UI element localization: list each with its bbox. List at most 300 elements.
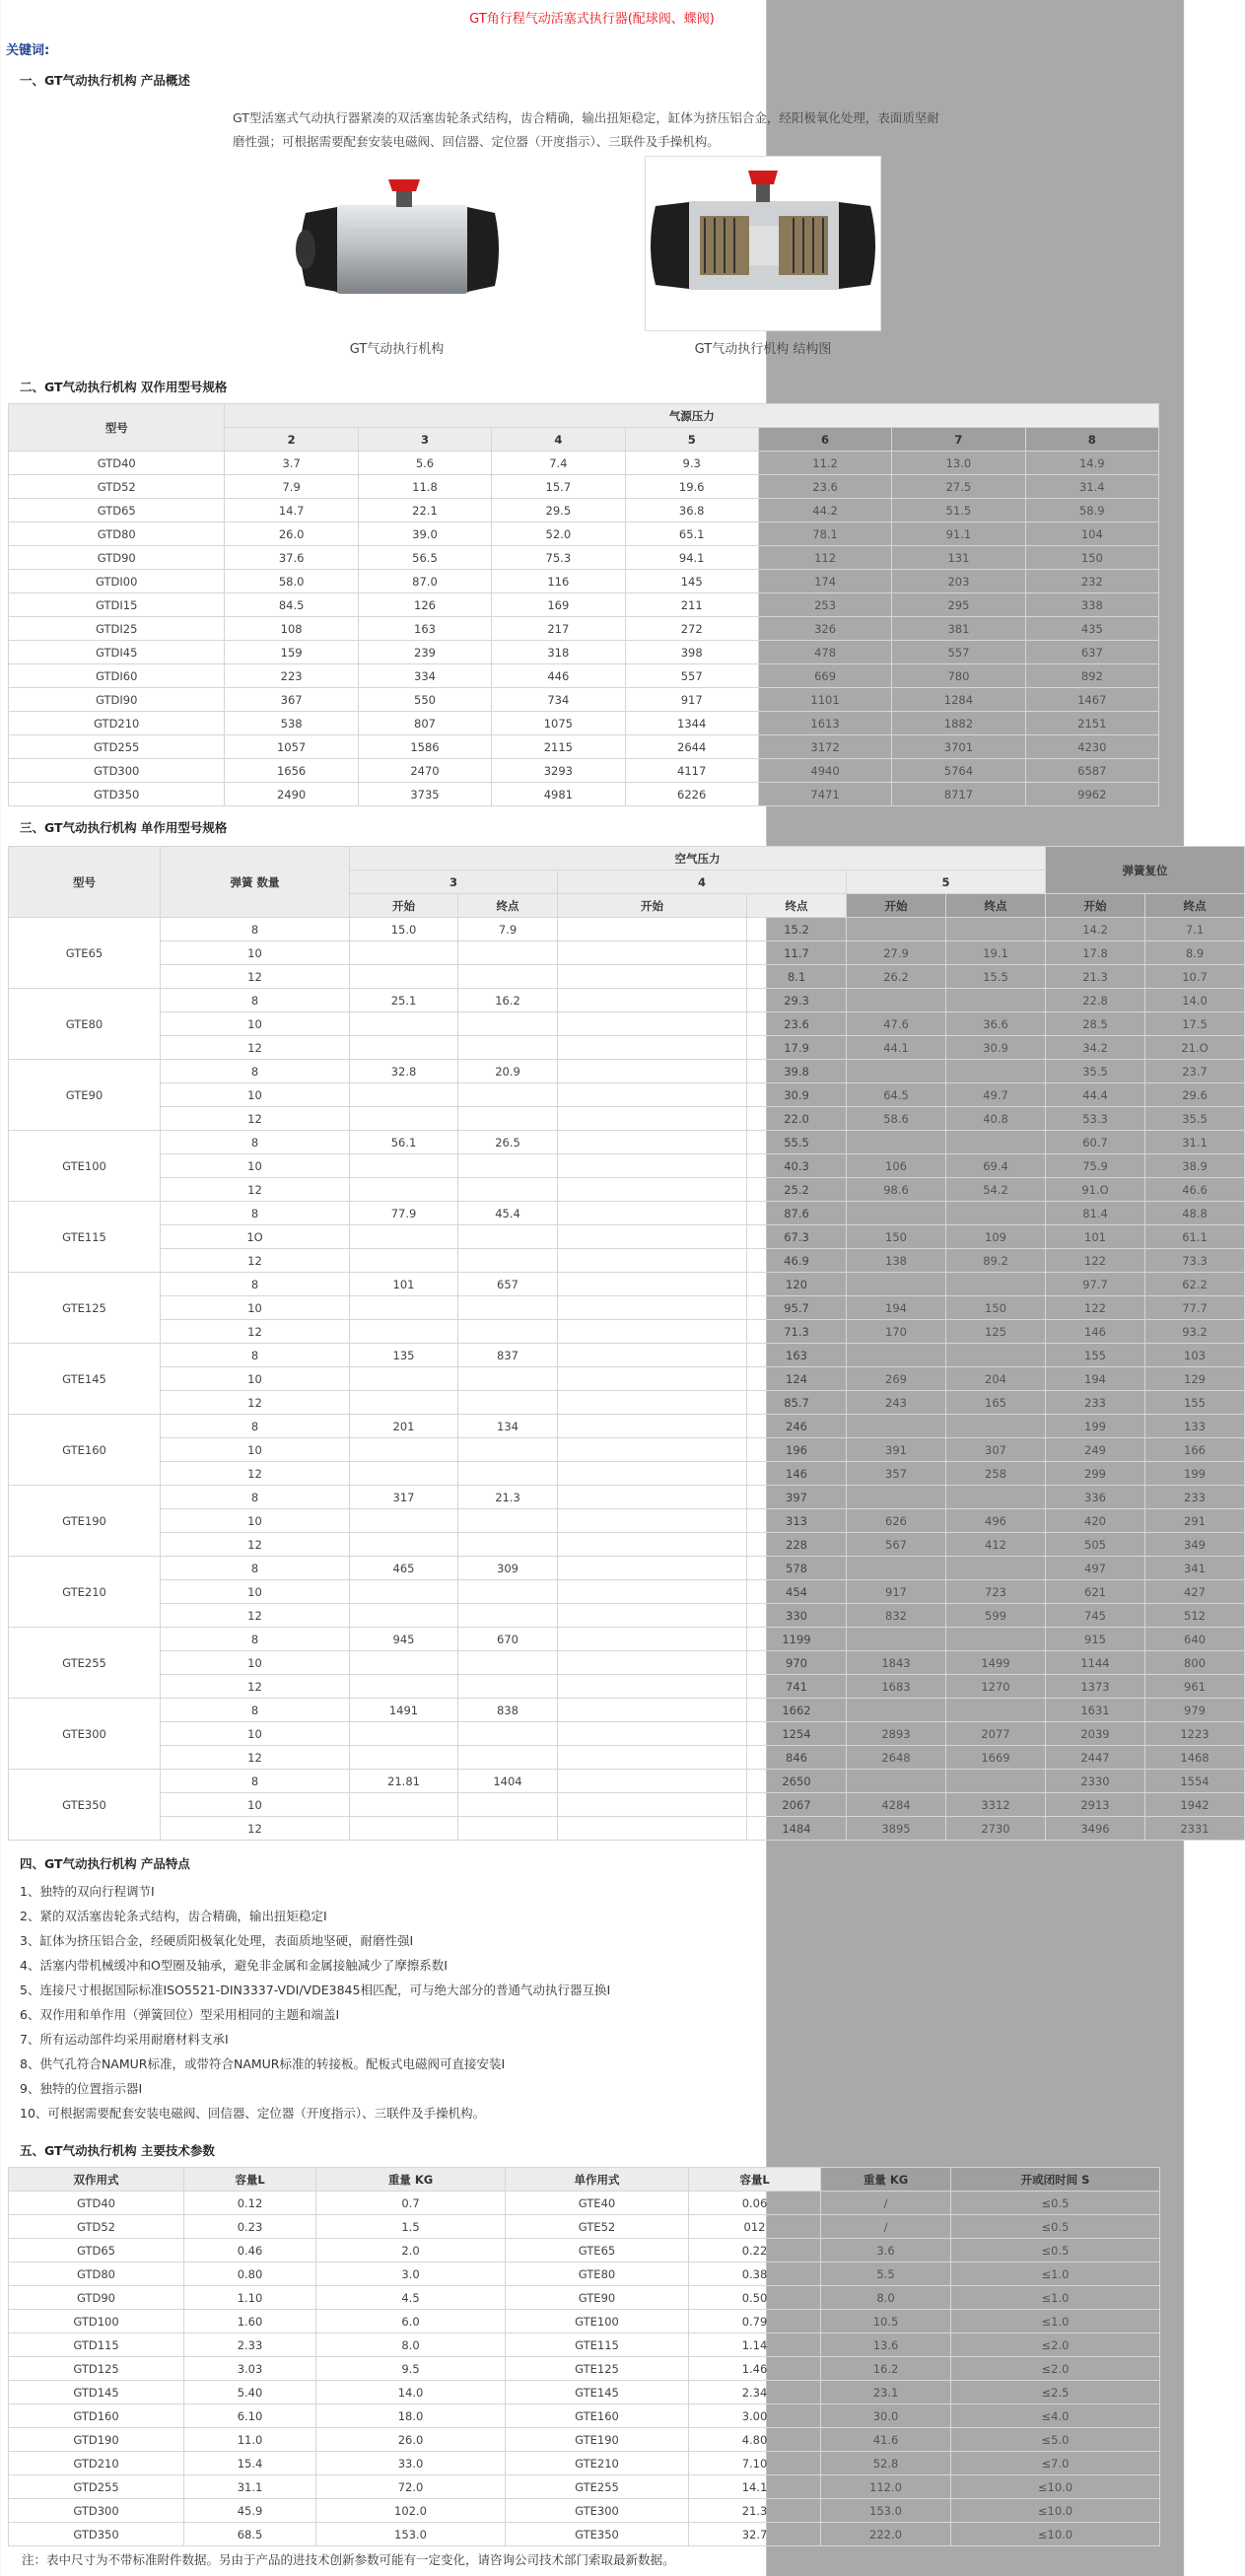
section-1-title: 一、GT气动执行机构 产品概述	[20, 73, 190, 88]
torque-cell	[458, 1793, 558, 1817]
param-cell: 0.06	[689, 2192, 821, 2215]
torque-cell	[946, 1628, 1046, 1651]
torque-cell	[558, 1628, 747, 1651]
torque-cell: 243	[847, 1391, 946, 1415]
spring-count-cell: 8	[161, 1699, 350, 1722]
torque-cell	[458, 1178, 558, 1202]
torque-cell	[946, 1770, 1046, 1793]
torque-cell: 34.2	[1046, 1036, 1145, 1060]
param-cell: 0.79	[689, 2310, 821, 2333]
param-cell: 14.0	[316, 2381, 506, 2404]
table-row	[9, 1344, 1245, 1367]
table-row	[9, 2239, 1160, 2263]
torque-cell: 150	[847, 1225, 946, 1249]
torque-cell: 232	[1025, 570, 1158, 593]
torque-cell	[946, 1699, 1046, 1722]
torque-cell: 567	[847, 1533, 946, 1557]
torque-cell	[558, 1557, 747, 1580]
torque-cell: 194	[1046, 1367, 1145, 1391]
torque-cell: 58.9	[1025, 499, 1158, 522]
torque-cell: 103	[1145, 1344, 1245, 1367]
spring-count-cell: 12	[161, 1178, 350, 1202]
section-5-title: 五、GT气动执行机构 主要技术参数	[20, 2143, 215, 2158]
torque-cell	[458, 1438, 558, 1462]
torque-cell	[458, 1509, 558, 1533]
torque-cell: 91.1	[892, 522, 1025, 546]
torque-cell: 84.5	[225, 593, 358, 617]
param-cell: 31.1	[184, 2475, 316, 2499]
torque-cell: 166	[1145, 1438, 1245, 1462]
column-header-end: 终点	[747, 894, 847, 918]
param-cell: 0.46	[184, 2239, 316, 2263]
spring-count-cell: 10	[161, 1722, 350, 1746]
model-cell: GTE80	[9, 989, 161, 1060]
table-row	[9, 1580, 1245, 1604]
torque-cell: 44.2	[758, 499, 891, 522]
torque-cell: 446	[492, 664, 625, 688]
spring-count-cell: 10	[161, 941, 350, 965]
torque-cell: 14.9	[1025, 452, 1158, 475]
page-title: GT角行程气动活塞式执行器(配球阀、蝶阀)	[469, 12, 715, 27]
model-cell: GTD300	[9, 759, 225, 783]
table-row	[9, 759, 1159, 783]
torque-cell: 87.6	[747, 1202, 847, 1225]
param-cell: GTE115	[506, 2333, 689, 2357]
feature-item: 4、活塞内带机械缓冲和O型圈及轴承，避免非金属和金属接触减少了摩擦系数I	[20, 1958, 448, 1973]
torque-cell	[847, 1699, 946, 1722]
column-header-start: 开始	[1046, 894, 1145, 918]
table-row	[9, 1675, 1245, 1699]
torque-cell: 228	[747, 1533, 847, 1557]
model-cell: GTDI90	[9, 688, 225, 712]
spring-count-cell: 12	[161, 1604, 350, 1628]
torque-cell	[847, 1202, 946, 1225]
torque-cell: 1468	[1145, 1746, 1245, 1770]
torque-cell: 1075	[492, 712, 625, 735]
param-cell: ≤1.0	[951, 2263, 1160, 2286]
torque-cell: 2039	[1046, 1722, 1145, 1746]
torque-cell	[350, 1817, 458, 1841]
table-row	[9, 1367, 1245, 1391]
torque-cell: 61.1	[1145, 1225, 1245, 1249]
torque-cell: 217	[492, 617, 625, 641]
torque-cell	[350, 1249, 458, 1273]
torque-cell	[350, 1320, 458, 1344]
torque-cell: 349	[1145, 1533, 1245, 1557]
torque-cell: 391	[847, 1438, 946, 1462]
table-row	[9, 1178, 1245, 1202]
param-cell: ≤0.5	[951, 2215, 1160, 2239]
torque-cell: 109	[946, 1225, 1046, 1249]
column-header-model: 型号	[9, 847, 161, 918]
spring-count-cell: 10	[161, 1083, 350, 1107]
torque-cell: 19.1	[946, 941, 1046, 965]
torque-cell: 47.6	[847, 1012, 946, 1036]
table-header-row	[9, 2168, 1160, 2192]
torque-cell	[558, 1699, 747, 1722]
torque-cell: 94.1	[625, 546, 758, 570]
torque-cell: 9.3	[625, 452, 758, 475]
footnote: 注：表中尺寸为不带标准附件数据。另由于产品的进技术创新参数可能有一定变化，请咨询公司技术部门索取最新数据。	[22, 2552, 675, 2567]
param-cell: ≤10.0	[951, 2523, 1160, 2546]
param-cell: 10.5	[821, 2310, 951, 2333]
torque-cell	[558, 1083, 747, 1107]
torque-cell: 2067	[747, 1793, 847, 1817]
torque-cell: 28.5	[1046, 1012, 1145, 1036]
param-cell: 0.7	[316, 2192, 506, 2215]
param-cell: 6.10	[184, 2404, 316, 2428]
torque-cell: 101	[1046, 1225, 1145, 1249]
torque-cell	[847, 1557, 946, 1580]
feature-item: 10、可根据需要配套安装电磁阀、回信器、定位器（开度指示）、三联件及手操机构。	[20, 2106, 486, 2121]
table-row	[9, 2310, 1160, 2333]
torque-cell: 124	[747, 1367, 847, 1391]
torque-cell	[350, 1604, 458, 1628]
torque-cell: 1404	[458, 1770, 558, 1793]
torque-cell	[558, 989, 747, 1012]
torque-cell: 846	[747, 1746, 847, 1770]
param-cell: 52.8	[821, 2452, 951, 2475]
feature-item: 3、缸体为挤压铝合金，经硬质阳极氧化处理，表面质地坚硬，耐磨性强I	[20, 1933, 414, 1948]
torque-cell: 1669	[946, 1746, 1046, 1770]
param-cell: 012	[689, 2215, 821, 2239]
torque-cell: 961	[1145, 1675, 1245, 1699]
torque-cell	[458, 1036, 558, 1060]
torque-cell: 17.8	[1046, 941, 1145, 965]
param-cell: 1.60	[184, 2310, 316, 2333]
column-header-pressure: 4	[492, 428, 625, 452]
table-row	[9, 688, 1159, 712]
table-row	[9, 2452, 1160, 2475]
param-cell: 0.50	[689, 2286, 821, 2310]
column-header: 单作用式	[506, 2168, 689, 2192]
torque-cell: 505	[1046, 1533, 1145, 1557]
torque-cell: 745	[1046, 1604, 1145, 1628]
torque-cell: 1554	[1145, 1770, 1245, 1793]
torque-cell: 26.2	[847, 965, 946, 989]
torque-cell	[558, 1509, 747, 1533]
param-cell: 0.80	[184, 2263, 316, 2286]
table-row	[9, 2499, 1160, 2523]
torque-cell: 723	[946, 1580, 1046, 1604]
model-cell: GTDI45	[9, 641, 225, 664]
param-cell: ≤0.5	[951, 2192, 1160, 2215]
param-cell: 5.5	[821, 2263, 951, 2286]
torque-cell	[558, 1675, 747, 1699]
torque-cell: 53.3	[1046, 1107, 1145, 1131]
table-row	[9, 1131, 1245, 1154]
torque-cell	[458, 1012, 558, 1036]
torque-cell: 22.1	[358, 499, 491, 522]
torque-cell: 78.1	[758, 522, 891, 546]
table-row	[9, 1273, 1245, 1296]
table-row	[9, 641, 1159, 664]
torque-cell: 17.5	[1145, 1012, 1245, 1036]
param-cell: ≤5.0	[951, 2428, 1160, 2452]
torque-cell: 203	[892, 570, 1025, 593]
param-cell: GTD190	[9, 2428, 184, 2452]
torque-cell: 397	[747, 1486, 847, 1509]
torque-cell: 8.9	[1145, 941, 1245, 965]
table-row	[9, 941, 1245, 965]
torque-cell	[458, 1083, 558, 1107]
torque-cell: 77.7	[1145, 1296, 1245, 1320]
table-row	[9, 570, 1159, 593]
param-cell: 11.0	[184, 2428, 316, 2452]
torque-cell: 116	[492, 570, 625, 593]
column-header-model: 型号	[9, 404, 225, 452]
torque-cell: 23.7	[1145, 1060, 1245, 1083]
torque-cell: 169	[492, 593, 625, 617]
column-header-start: 开始	[350, 894, 458, 918]
spring-count-cell: 8	[161, 1060, 350, 1083]
torque-cell: 1373	[1046, 1675, 1145, 1699]
torque-cell: 734	[492, 688, 625, 712]
torque-cell: 44.4	[1046, 1083, 1145, 1107]
feature-list	[20, 1879, 610, 2125]
param-cell: 30.0	[821, 2404, 951, 2428]
column-header: 容量L	[184, 2168, 316, 2192]
column-header-pressure: 3	[358, 428, 491, 452]
spring-count-cell: 12	[161, 1675, 350, 1699]
actuator-photo	[286, 166, 508, 333]
torque-cell: 199	[1145, 1462, 1245, 1486]
torque-cell: 120	[747, 1273, 847, 1296]
torque-cell: 336	[1046, 1486, 1145, 1509]
table-row	[9, 1415, 1245, 1438]
torque-cell: 807	[358, 712, 491, 735]
torque-cell: 30.9	[747, 1083, 847, 1107]
param-cell: GTE65	[506, 2239, 689, 2263]
torque-cell: 155	[1145, 1391, 1245, 1415]
torque-cell: 2644	[625, 735, 758, 759]
torque-cell	[458, 1107, 558, 1131]
param-cell: GTE40	[506, 2192, 689, 2215]
torque-cell: 146	[747, 1462, 847, 1486]
torque-cell: 307	[946, 1438, 1046, 1462]
torque-cell: 465	[350, 1557, 458, 1580]
table-row	[9, 1036, 1245, 1060]
param-cell: 7.10	[689, 2452, 821, 2475]
table-row	[9, 1083, 1245, 1107]
torque-cell: 122	[1046, 1296, 1145, 1320]
torque-cell	[350, 1178, 458, 1202]
spring-count-cell: 8	[161, 918, 350, 941]
torque-cell	[458, 1580, 558, 1604]
torque-cell: 155	[1046, 1344, 1145, 1367]
spring-count-cell: 10	[161, 1296, 350, 1320]
table-row	[9, 1793, 1245, 1817]
torque-cell: 21.O	[1145, 1036, 1245, 1060]
torque-cell: 31.1	[1145, 1131, 1245, 1154]
param-cell: GTD52	[9, 2215, 184, 2239]
table-row	[9, 1722, 1245, 1746]
spring-count-cell: 10	[161, 1793, 350, 1817]
torque-cell: 3735	[358, 783, 491, 806]
torque-cell	[847, 1770, 946, 1793]
param-cell: 8.0	[316, 2333, 506, 2357]
torque-cell: 970	[747, 1651, 847, 1675]
torque-cell: 108	[225, 617, 358, 641]
torque-cell: 15.2	[747, 918, 847, 941]
torque-cell: 87.0	[358, 570, 491, 593]
torque-cell: 330	[747, 1604, 847, 1628]
torque-cell: 27.9	[847, 941, 946, 965]
column-header-pressure: 3	[350, 870, 558, 894]
model-cell: GTE125	[9, 1273, 161, 1344]
torque-cell	[558, 1202, 747, 1225]
torque-cell: 1144	[1046, 1651, 1145, 1675]
torque-cell	[558, 1154, 747, 1178]
model-cell: GTE255	[9, 1628, 161, 1699]
torque-cell: 45.4	[458, 1202, 558, 1225]
column-header-pressure: 4	[558, 870, 847, 894]
torque-cell: 129	[1145, 1367, 1245, 1391]
torque-cell: 1499	[946, 1651, 1046, 1675]
torque-cell	[558, 1770, 747, 1793]
torque-cell: 55.5	[747, 1131, 847, 1154]
torque-cell: 199	[1046, 1415, 1145, 1438]
torque-cell: 58.6	[847, 1107, 946, 1131]
torque-cell	[558, 1722, 747, 1746]
torque-cell: 1199	[747, 1628, 847, 1651]
torque-cell: 201	[350, 1415, 458, 1438]
torque-cell	[458, 1604, 558, 1628]
torque-cell	[458, 1391, 558, 1415]
model-cell: GTE300	[9, 1699, 161, 1770]
torque-cell: 40.3	[747, 1154, 847, 1178]
table-row	[9, 1699, 1245, 1722]
param-cell: ≤10.0	[951, 2499, 1160, 2523]
param-cell: ≤7.0	[951, 2452, 1160, 2475]
spring-count-cell: 10	[161, 1012, 350, 1036]
param-cell: GTD115	[9, 2333, 184, 2357]
spring-count-cell: 10	[161, 1367, 350, 1391]
torque-cell	[558, 1580, 747, 1604]
spring-count-cell: 10	[161, 1651, 350, 1675]
torque-cell	[558, 1107, 747, 1131]
model-cell: GTD90	[9, 546, 225, 570]
torque-cell	[847, 918, 946, 941]
torque-cell: 269	[847, 1367, 946, 1391]
torque-cell: 637	[1025, 641, 1158, 664]
torque-cell: 599	[946, 1604, 1046, 1628]
torque-cell	[558, 1225, 747, 1249]
param-cell: 4.5	[316, 2286, 506, 2310]
param-cell: ≤10.0	[951, 2475, 1160, 2499]
torque-cell: 25.2	[747, 1178, 847, 1202]
torque-cell: 122	[1046, 1249, 1145, 1273]
torque-cell: 1491	[350, 1699, 458, 1722]
table-row	[9, 735, 1159, 759]
torque-cell: 15.7	[492, 475, 625, 499]
torque-cell: 4117	[625, 759, 758, 783]
spring-count-cell: 12	[161, 1746, 350, 1770]
torque-cell	[558, 1651, 747, 1675]
torque-cell: 2331	[1145, 1817, 1245, 1841]
model-cell: GTE90	[9, 1060, 161, 1131]
torque-cell: 5764	[892, 759, 1025, 783]
param-cell: ≤1.0	[951, 2286, 1160, 2310]
technical-parameters-table	[8, 2167, 1160, 2546]
torque-cell	[847, 1415, 946, 1438]
feature-item: 8、供气孔符合NAMUR标准，或带符合NAMUR标准的转接板。配板式电磁阀可直接安装I	[20, 2056, 506, 2071]
param-cell: 26.0	[316, 2428, 506, 2452]
param-cell: 14.1	[689, 2475, 821, 2499]
torque-cell: 36.8	[625, 499, 758, 522]
torque-cell: 367	[225, 688, 358, 712]
spring-count-cell: 10	[161, 1580, 350, 1604]
param-cell: 1.46	[689, 2357, 821, 2381]
torque-cell: 512	[1145, 1604, 1245, 1628]
torque-cell: 5.6	[358, 452, 491, 475]
torque-cell: 291	[1145, 1509, 1245, 1533]
param-cell: 15.4	[184, 2452, 316, 2475]
torque-cell: 29.5	[492, 499, 625, 522]
torque-cell: 557	[892, 641, 1025, 664]
torque-cell: 56.5	[358, 546, 491, 570]
table-header-row	[9, 847, 1245, 870]
param-cell: ≤2.0	[951, 2357, 1160, 2381]
torque-cell	[558, 1533, 747, 1557]
table-row	[9, 2428, 1160, 2452]
caption-actuator: GT气动执行机构	[349, 342, 445, 357]
torque-cell: 309	[458, 1557, 558, 1580]
spring-count-cell: 8	[161, 1557, 350, 1580]
torque-cell: 4284	[847, 1793, 946, 1817]
table-row	[9, 546, 1159, 570]
spring-count-cell: 12	[161, 1249, 350, 1273]
torque-cell: 435	[1025, 617, 1158, 641]
param-cell: 18.0	[316, 2404, 506, 2428]
table-row	[9, 1107, 1245, 1131]
table-row	[9, 1225, 1245, 1249]
param-cell: 21.3	[689, 2499, 821, 2523]
torque-cell	[558, 1344, 747, 1367]
table-row	[9, 452, 1159, 475]
double-acting-spec-table	[8, 403, 1159, 806]
torque-cell	[558, 965, 747, 989]
torque-cell: 2913	[1046, 1793, 1145, 1817]
torque-cell: 29.3	[747, 989, 847, 1012]
model-cell: GTE100	[9, 1131, 161, 1202]
torque-cell: 56.1	[350, 1131, 458, 1154]
torque-cell: 23.6	[758, 475, 891, 499]
torque-cell: 6226	[625, 783, 758, 806]
torque-cell: 150	[1025, 546, 1158, 570]
torque-cell: 35.5	[1145, 1107, 1245, 1131]
torque-cell: 7471	[758, 783, 891, 806]
torque-cell: 3895	[847, 1817, 946, 1841]
torque-cell: 37.6	[225, 546, 358, 570]
torque-cell: 64.5	[847, 1083, 946, 1107]
param-cell: GTE210	[506, 2452, 689, 2475]
torque-cell	[558, 1178, 747, 1202]
table-row	[9, 499, 1159, 522]
torque-cell: 146	[1046, 1320, 1145, 1344]
torque-cell	[458, 1154, 558, 1178]
torque-cell	[558, 1415, 747, 1438]
table-row	[9, 1746, 1245, 1770]
torque-cell: 669	[758, 664, 891, 688]
torque-cell: 75.9	[1046, 1154, 1145, 1178]
torque-cell: 3701	[892, 735, 1025, 759]
torque-cell	[458, 1225, 558, 1249]
torque-cell: 21.3	[458, 1486, 558, 1509]
table-row	[9, 1651, 1245, 1675]
torque-cell	[350, 1225, 458, 1249]
torque-cell: 2330	[1046, 1770, 1145, 1793]
